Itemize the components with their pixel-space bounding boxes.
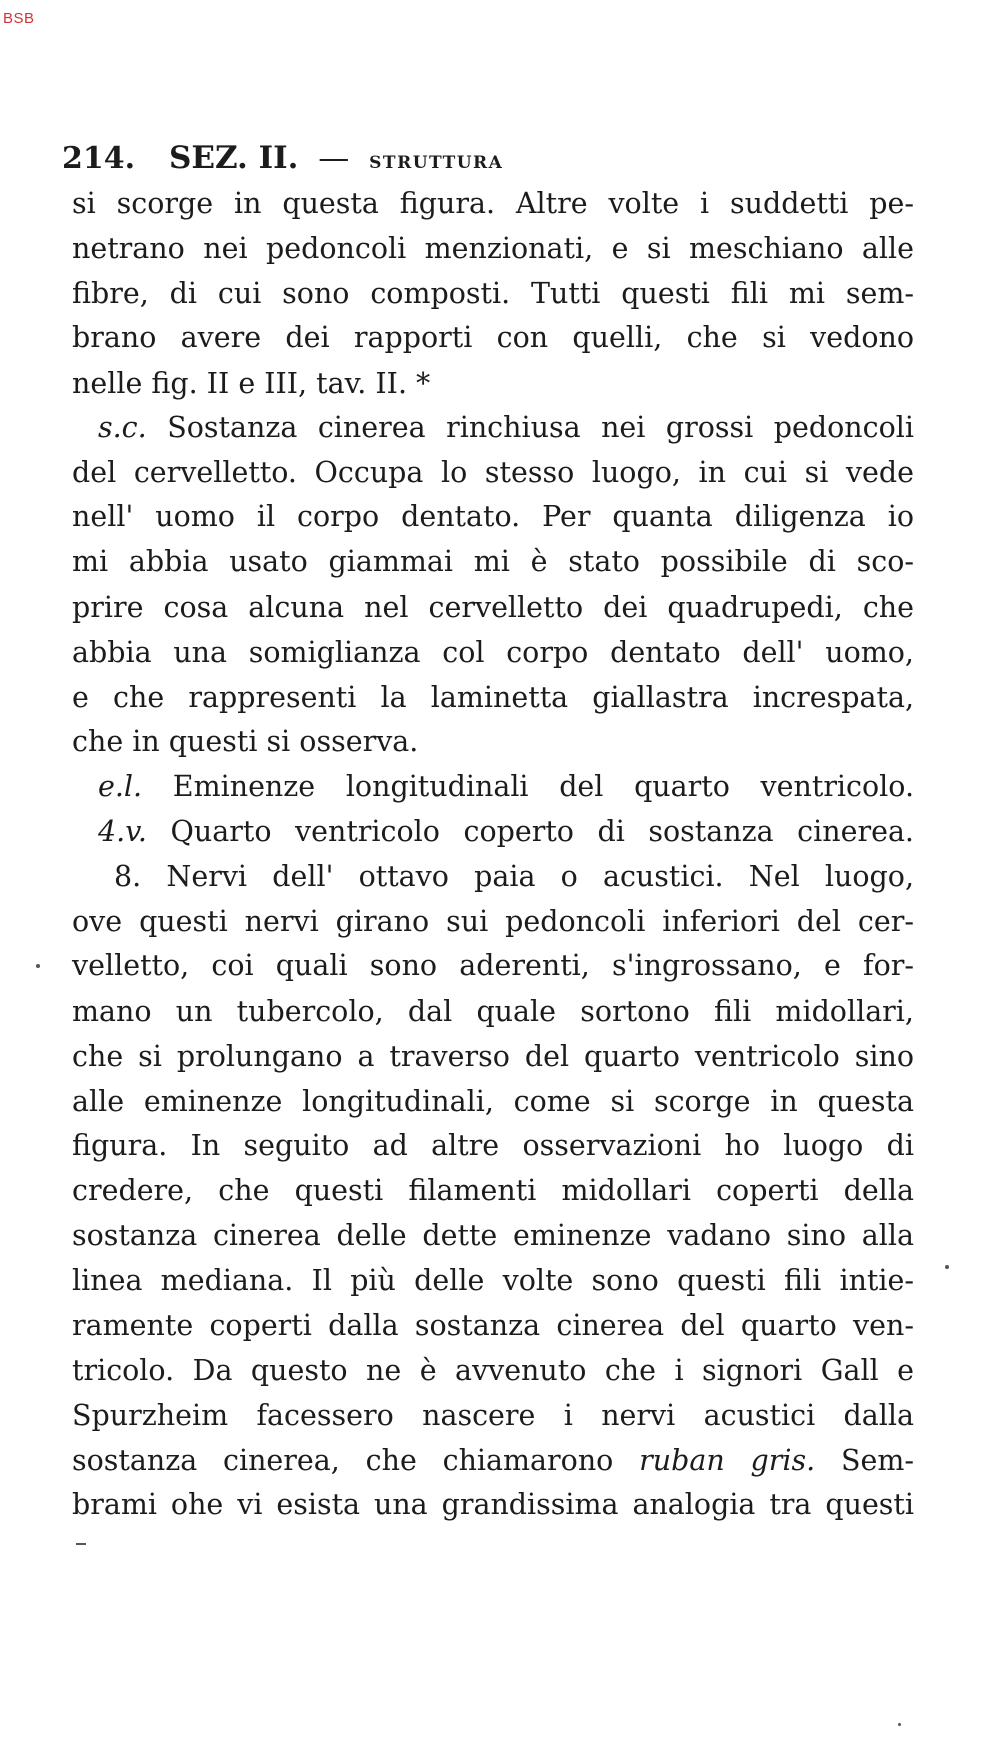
legend-text: Eminenze longitudinali del quarto ventricolo. bbox=[172, 770, 915, 803]
text-line: che si prolungano a traverso del quarto ventricolo sino bbox=[72, 1040, 914, 1073]
legend-label: s.c. bbox=[98, 411, 147, 444]
legend-text: Sostanza cinerea rinchiusa nei grossi pedoncoli bbox=[167, 411, 915, 444]
legend-entry bbox=[98, 815, 914, 848]
legend-entry bbox=[98, 770, 915, 803]
text-line: credere, che questi filamenti midollari coperti della bbox=[72, 1174, 914, 1207]
text-line: mano un tubercolo, dal quale sortono fili midollari, bbox=[72, 995, 914, 1028]
page-number: 214. bbox=[62, 141, 136, 176]
italic-term: ruban gris. bbox=[639, 1444, 816, 1477]
text-line bbox=[72, 1444, 915, 1477]
legend-entry bbox=[98, 411, 915, 444]
text-line: prire cosa alcuna nel cervelletto dei quadrupedi, che bbox=[72, 591, 914, 624]
legend-text: Quarto ventricolo coperto di sostanza cinerea. bbox=[170, 815, 914, 848]
text-line: fibre, di cui sono composti. Tutti questi fili mi sem- bbox=[72, 277, 914, 310]
running-header bbox=[62, 140, 503, 176]
text-line: tricolo. Da questo ne è avvenuto che i signori Gall e bbox=[72, 1354, 914, 1387]
text-line: brano avere dei rapporti con quelli, che si vedono bbox=[72, 321, 914, 354]
scan-speck bbox=[36, 964, 40, 968]
legend-label: e.l. bbox=[98, 770, 143, 803]
scan-speck bbox=[945, 1265, 949, 1269]
text-line: alle eminenze longitudinali, come si scorge in questa bbox=[72, 1085, 914, 1118]
library-mark: BSB bbox=[3, 10, 35, 27]
text-line: sostanza cinerea delle dette eminenze vadano sino alla bbox=[72, 1219, 914, 1252]
text-line: brami ohe vi esista una grandissima analogia tra questi bbox=[72, 1488, 914, 1521]
text-line: abbia una somiglianza col corpo dentato dell' uomo, bbox=[72, 636, 914, 669]
text-line: del cervelletto. Occupa lo stesso luogo, in cui si vede bbox=[72, 456, 914, 489]
text-line: linea mediana. Il più delle volte sono questi fili intie- bbox=[72, 1264, 914, 1297]
scan-speck bbox=[898, 1723, 901, 1726]
legend-label: 8. bbox=[114, 860, 142, 893]
legend-text: Nervi dell' ottavo paia o acustici. Nel luogo, bbox=[166, 860, 915, 893]
text-segment: Sem- bbox=[840, 1444, 915, 1477]
text-line: nelle fig. II e III, tav. II. * bbox=[72, 367, 431, 400]
text-segment: sostanza cinerea, che chiamarono bbox=[72, 1444, 614, 1477]
text-line: e che rappresenti la laminetta giallastra increspata, bbox=[72, 681, 914, 714]
running-title: STRUTTURA bbox=[369, 153, 504, 173]
scan-speck bbox=[76, 1543, 86, 1545]
legend-label: 4.v. bbox=[98, 815, 147, 848]
text-line: che in questi si osserva. bbox=[72, 725, 419, 758]
section-title: SEZ. II. bbox=[168, 140, 299, 176]
text-line: ramente coperti dalla sostanza cinerea del quarto ven- bbox=[72, 1309, 914, 1342]
legend-entry bbox=[114, 860, 915, 893]
text-line: figura. In seguito ad altre osservazioni ho luogo di bbox=[72, 1129, 914, 1162]
text-line: ove questi nervi girano sui pedoncoli inferiori del cer- bbox=[72, 905, 914, 938]
header-dash: — bbox=[318, 140, 350, 176]
text-line: nell' uomo il corpo dentato. Per quanta diligenza io bbox=[72, 500, 914, 533]
text-line: si scorge in questa figura. Altre volte i suddetti pe- bbox=[72, 187, 914, 220]
text-line: Spurzheim facessero nascere i nervi acustici dalla bbox=[72, 1399, 914, 1432]
text-line: velletto, coi quali sono aderenti, s'ingrossano, e for- bbox=[72, 949, 914, 982]
text-line: netrano nei pedoncoli menzionati, e si meschiano alle bbox=[72, 232, 914, 265]
text-line: mi abbia usato giammai mi è stato possibile di sco- bbox=[72, 545, 914, 578]
